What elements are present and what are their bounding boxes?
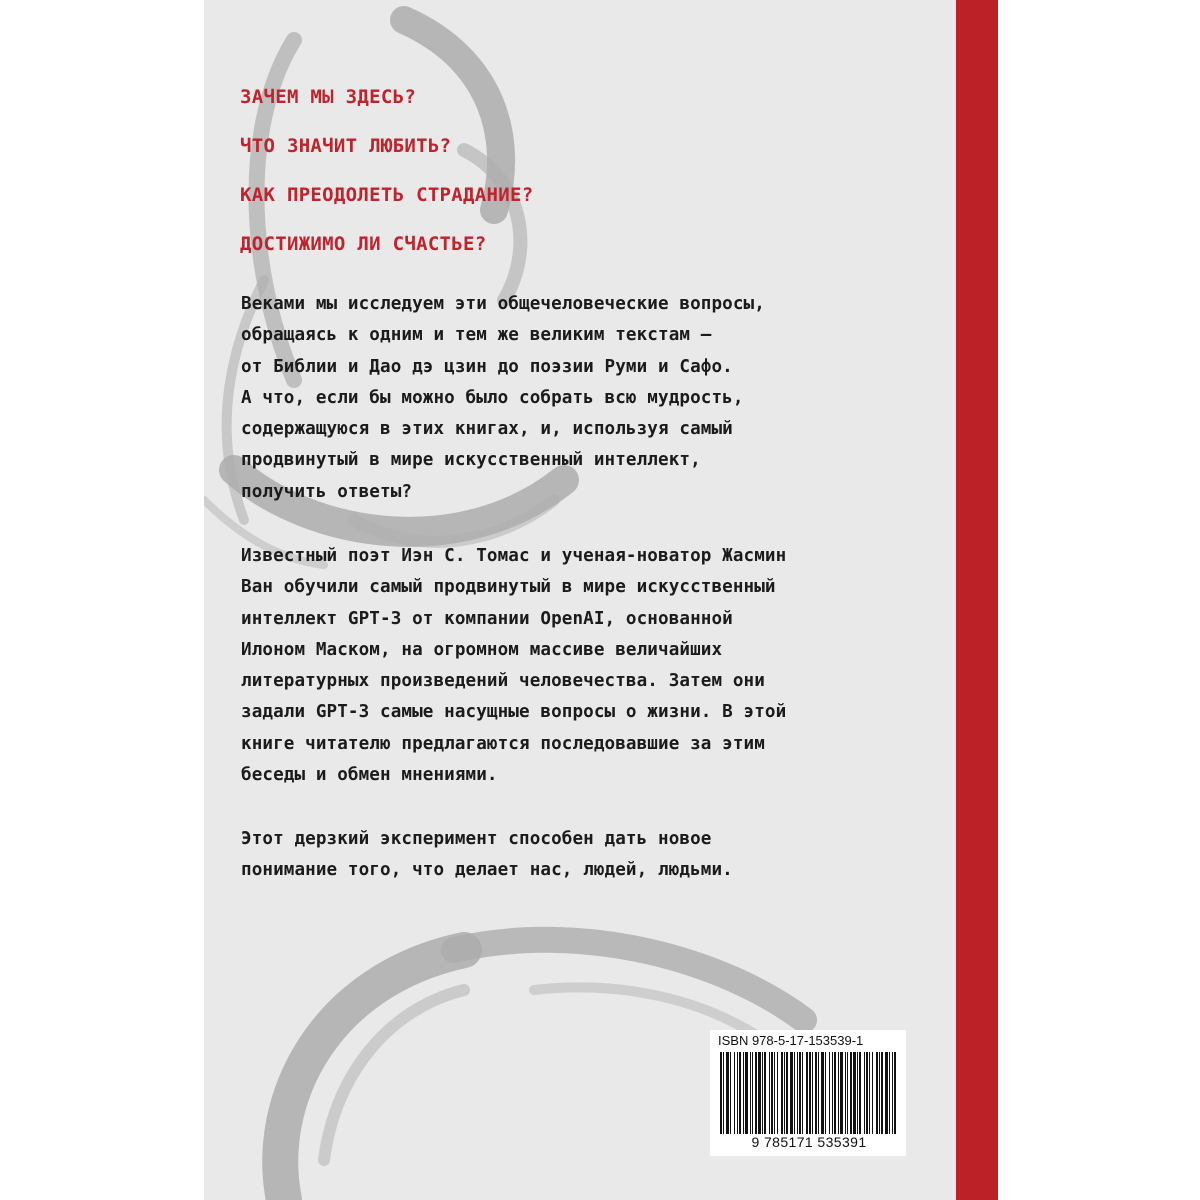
text-line: Веками мы исследуем эти общечеловеческие вопросы,: [241, 294, 765, 314]
questions-block: [240, 85, 930, 281]
isbn-digits: 9 785171 535391: [751, 1134, 867, 1150]
paragraph-authors: [241, 541, 931, 791]
text-line: получить ответы?: [241, 481, 413, 502]
question-heading: ДОСТИЖИМО ЛИ СЧАСТЬЕ?: [240, 233, 487, 255]
text-line: интеллект GPT-3 от компании OpenAI, основанной: [241, 608, 733, 629]
text-line: Этот дерзкий эксперимент способен дать новое: [241, 829, 712, 849]
text-line: литературных произведений человечества. Затем они: [241, 671, 765, 692]
text-line: от Библии и Дао дэ цзин до поэзии Руми и Сафо.: [241, 356, 733, 377]
paragraph-conclusion: [241, 824, 931, 887]
text-line: Ван обучили самый продвинутый в мире искусственный: [241, 577, 776, 598]
question-heading: КАК ПРЕОДОЛЕТЬ СТРАДАНИЕ?: [240, 184, 534, 206]
text-line: А что, если бы можно было собрать всю мудрость,: [241, 387, 744, 408]
text-line: беседы и обмен мнениями.: [241, 765, 498, 786]
question-heading: ЗАЧЕМ МЫ ЗДЕСЬ?: [240, 86, 417, 108]
text-line: Илоном Маском, на огромном массиве величайших: [241, 639, 723, 660]
text-line: книге читателю предлагаются последовавшие за этим: [241, 733, 765, 754]
text-line: содержащуюся в этих книгах, и, используя самый: [241, 419, 733, 440]
barcode-icon: [716, 1052, 900, 1134]
spine-stripe: [956, 0, 998, 1200]
text-line: продвинутый в мире искусственный интеллект,: [241, 450, 701, 471]
text-line: понимание того, что делает нас, людей, людьми.: [241, 860, 733, 881]
isbn-label: ISBN 978-5-17-153539-1: [718, 1033, 864, 1048]
text-line: обращаясь к одним и тем же великим текстам —: [241, 325, 712, 346]
text-line: Известный поэт Иэн С. Томас и ученая-новатор Жасмин: [241, 546, 787, 566]
back-cover: [204, 0, 956, 1200]
question-heading: ЧТО ЗНАЧИТ ЛЮБИТЬ?: [240, 135, 452, 157]
paragraph-intro: [241, 289, 931, 508]
isbn-barcode: [710, 1030, 906, 1156]
text-line: задали GPT-3 самые насущные вопросы о жизни. В этой: [241, 702, 787, 723]
